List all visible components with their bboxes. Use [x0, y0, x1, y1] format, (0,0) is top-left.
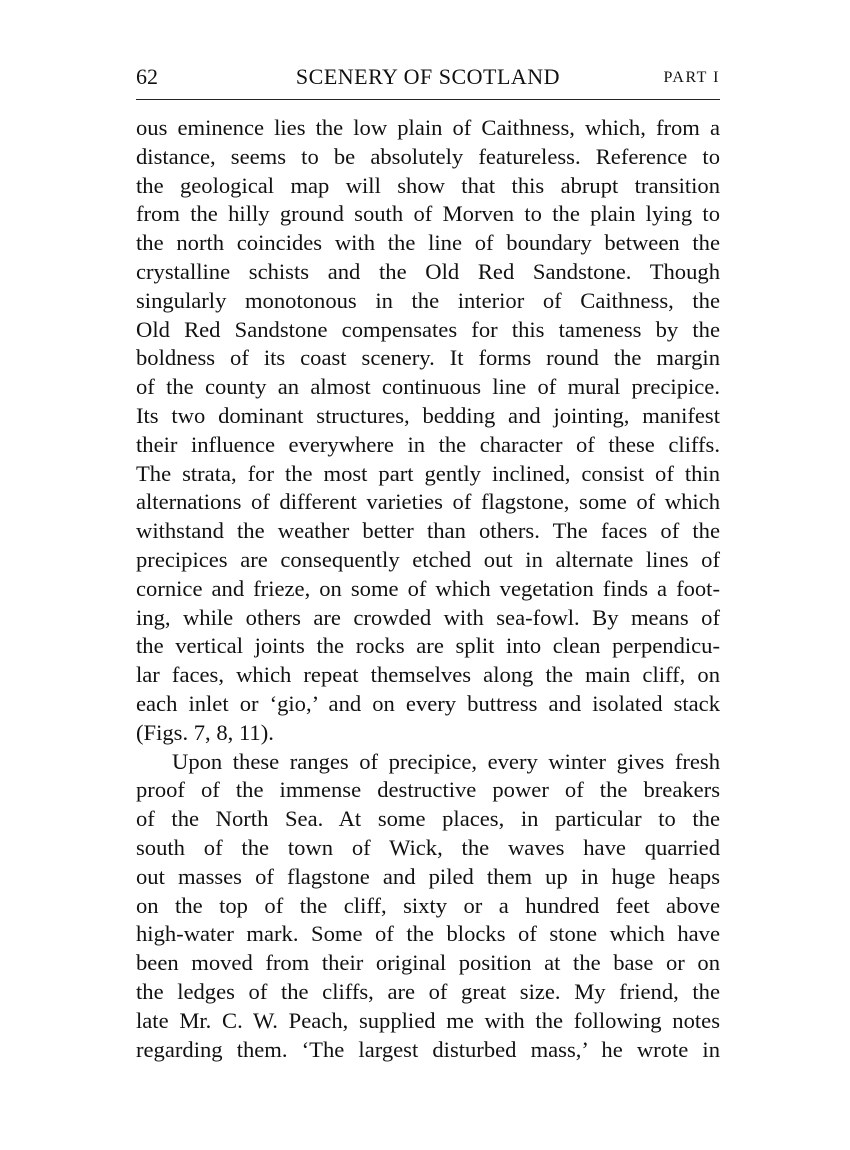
text-line: been moved from their original position at the base or on [136, 950, 720, 976]
text-line: the north coincides with the line of boundary between the [136, 230, 720, 256]
header-rule [136, 99, 720, 100]
text-line: cornice and frieze, on some of which vegetation finds a foot- [136, 575, 720, 601]
text-line: the geological map will show that this abrupt transition [136, 172, 720, 198]
text-line: alternations of different varieties of flagstone, some of which [136, 489, 720, 515]
text-line: Old Red Sandstone compensates for this tameness by the [136, 316, 720, 342]
text-line: from the hilly ground south of Morven to the plain lying to [136, 201, 720, 227]
text-line: precipices are consequently etched out in alternate lines of [136, 546, 720, 572]
text-line: singularly monotonous in the interior of Caithness, the [136, 287, 720, 313]
page-number: 62 [136, 64, 158, 89]
text-line: on the top of the cliff, sixty or a hundred feet above [136, 892, 720, 918]
text-line: each inlet or ‘gio,’ and on every buttress and isolated stack [136, 690, 720, 716]
text-line: Upon these ranges of precipice, every winter gives fresh [172, 748, 720, 774]
text-line: distance, seems to be absolutely featureless. Reference to [136, 143, 720, 169]
text-line: of the North Sea. At some places, in particular to the [136, 806, 720, 832]
text-line: The strata, for the most part gently inclined, consist of thin [136, 460, 720, 486]
text-line: late Mr. C. W. Peach, supplied me with the following notes [136, 1007, 720, 1033]
part-label: PART I [663, 69, 720, 86]
text-line: south of the town of Wick, the waves have quarried [136, 834, 720, 860]
text-line: crystalline schists and the Old Red Sandstone. Though [136, 258, 720, 284]
text-line: boldness of its coast scenery. It forms round the margin [136, 345, 720, 371]
text-line: (Figs. 7, 8, 11). [136, 719, 274, 745]
text-line: the ledges of the cliffs, are of great size. My friend, the [136, 978, 720, 1004]
text-line: of the county an almost continuous line of mural precipice. [136, 374, 720, 400]
paragraph-2 [136, 748, 720, 1065]
text-line: ous eminence lies the low plain of Caithness, which, from a [136, 115, 720, 140]
text-line: withstand the weather better than others. The faces of the [136, 518, 720, 544]
text-line: regarding them. ‘The largest disturbed mass,’ he wrote in [136, 1036, 720, 1062]
text-line: lar faces, which repeat themselves along the main cliff, on [136, 662, 720, 688]
text-line: the vertical joints the rocks are split into clean perpendicu- [136, 633, 720, 659]
running-head [136, 62, 720, 92]
text-line: high-water mark. Some of the blocks of stone which have [136, 921, 720, 947]
running-title: SCENERY OF SCOTLAND [295, 64, 561, 89]
text-line: ing, while others are crowded with sea-fowl. By means of [136, 604, 720, 630]
text-line: proof of the immense destructive power of the breakers [136, 777, 720, 803]
body-text [136, 114, 720, 1064]
text-line: their influence everywhere in the character of these cliffs. [136, 431, 720, 457]
text-line: Its two dominant structures, bedding and jointing, manifest [136, 402, 720, 428]
paragraph-1 [136, 114, 720, 748]
text-line: out masses of flagstone and piled them up in huge heaps [136, 863, 720, 889]
